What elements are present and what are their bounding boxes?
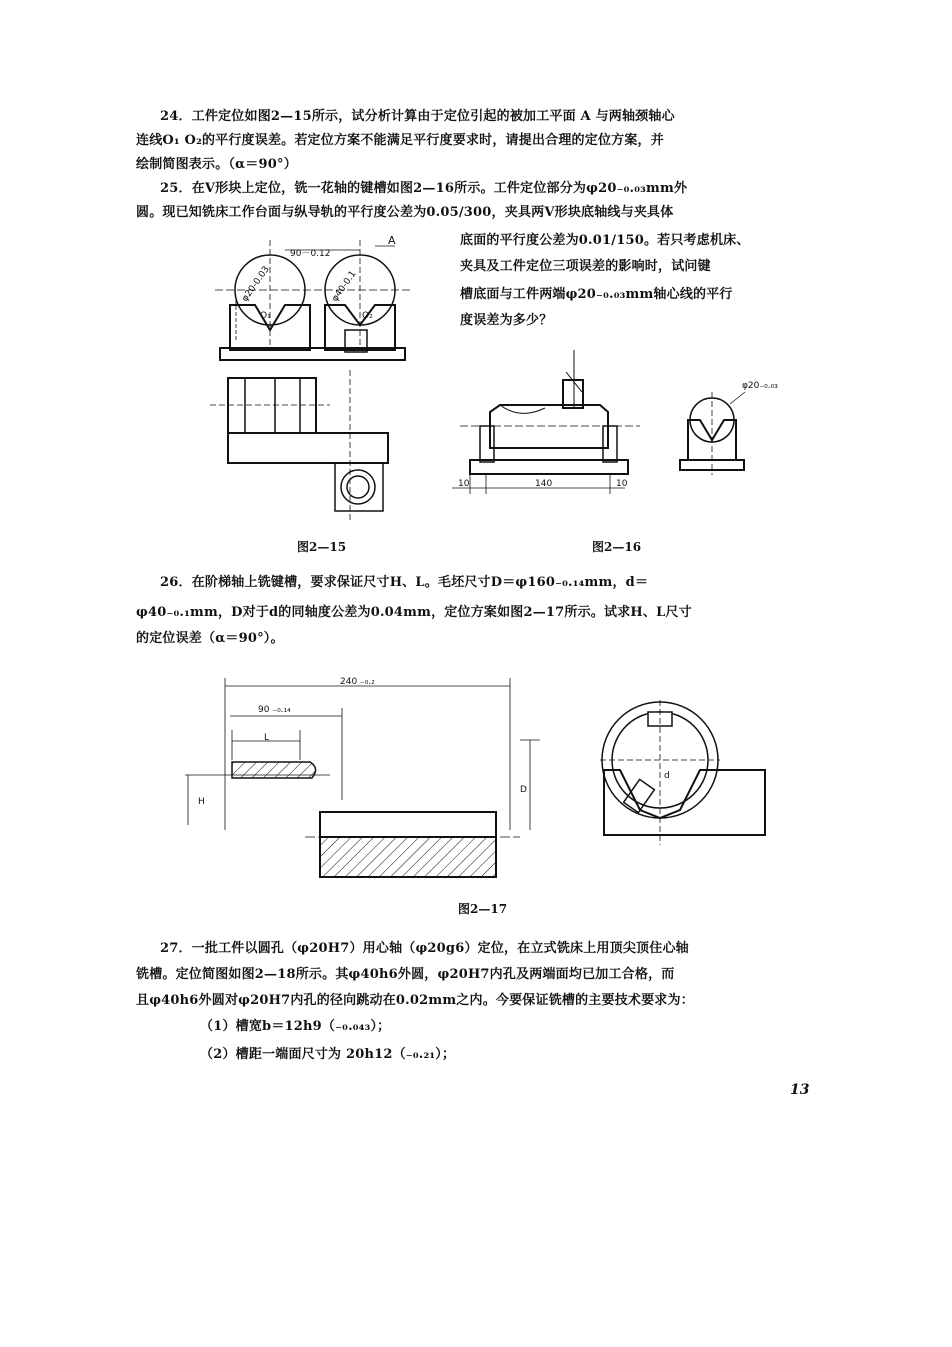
problem-26-line1: 26．在阶梯轴上铣键槽，要求保证尺寸H、L。毛坯尺寸D＝φ160₋₀.₁₄mm，d＝ (160, 575, 649, 590)
problem-25-line2: 圆。现已知铣床工作台面与纵导轨的平行度公差为0.05/300，夹具两V形块底轴线与夹具体 (136, 205, 674, 220)
page-number: 13 (790, 1082, 810, 1098)
fig216-dim-140: 140 (535, 479, 553, 489)
problem-27-item1: （1）槽宽b＝12h9（₋₀.₀₄₃）； (200, 1019, 391, 1034)
problem-26-line2: φ40₋₀.₁mm，D对于d的同轴度公差为0.04mm，定位方案如图2—17所示。试求H、L尺寸 (136, 605, 692, 620)
problem-24-line2: 连线O₁ O₂的平行度误差。若定位方案不能满足平行度要求时，请提出合理的定位方案，并 (136, 133, 664, 148)
fig216-dim-circle: φ20₋₀.₀₃ (742, 381, 778, 391)
problem-27-line2: 铣槽。定位简图如图2—18所示。其φ40h6外圆，φ20H7内孔及两端面均已加工合格，而 (136, 967, 675, 982)
problem-25-line6: 度误差为多少？ (460, 313, 553, 328)
problem-25-line4: 夹具及工件定位三项误差的影响时，试问键 (460, 259, 711, 274)
problem-24-line3: 绘制简图表示。（α＝90°） (136, 157, 297, 172)
fig215-caption: 图2—15 (297, 540, 347, 554)
fig217-label-h: H (198, 797, 205, 807)
fig217-dim-90: 90 ₋₀.₁₄ (258, 705, 291, 715)
fig215-label-o2: O₂ (362, 311, 373, 321)
fig215-dim-top: 90－0.12 (290, 249, 331, 259)
fig217-caption: 图2—17 (458, 902, 508, 916)
fig216-caption: 图2—16 (592, 540, 642, 554)
fig217-dim-240: 240 ₋₀.₂ (340, 677, 375, 687)
problem-26-line3: 的定位误差（α＝90°）。 (136, 631, 284, 646)
fig217-label-d-big: D (520, 785, 527, 795)
fig215-dim-left: φ20-0.03 (240, 264, 272, 304)
fig216-dim-10a: 10 (458, 479, 470, 489)
fig215-label-a: A (388, 234, 396, 247)
fig217-label-d-small: d (664, 771, 670, 781)
problem-27-line3: 且φ40h6外圆对φ20H7内孔的径向跳动在0.02mm之内。今要保证铣槽的主要技术要求为： (136, 993, 694, 1008)
fig216-dim-10b: 10 (616, 479, 628, 489)
problem-25-line5: 槽底面与工件两端φ20₋₀.₀₃mm轴心线的平行 (460, 287, 733, 302)
problem-27-line1: 27．一批工件以圆孔（φ20H7）用心轴（φ20g6）定位，在立式铣床上用顶尖顶住心轴 (160, 941, 689, 956)
fig215-dim-right: φ40-0.1 (330, 269, 359, 304)
fig217-label-l: L (264, 733, 270, 743)
fig215-label-o1: O₁ (260, 311, 271, 321)
problem-24-line1: 24．工件定位如图2—15所示，试分析计算由于定位引起的被加工平面 A 与两轴颈轴心 (160, 109, 675, 124)
problem-25-line3: 底面的平行度公差为0.01/150。若只考虑机床、 (460, 233, 750, 248)
problem-25-line1: 25．在V形块上定位，铣一花轴的键槽如图2—16所示。工件定位部分为φ20₋₀.₀₃mm外 (160, 181, 688, 196)
problem-27-item2: （2）槽距一端面尺寸为 20h12（₋₀.₂₁）； (200, 1047, 456, 1062)
